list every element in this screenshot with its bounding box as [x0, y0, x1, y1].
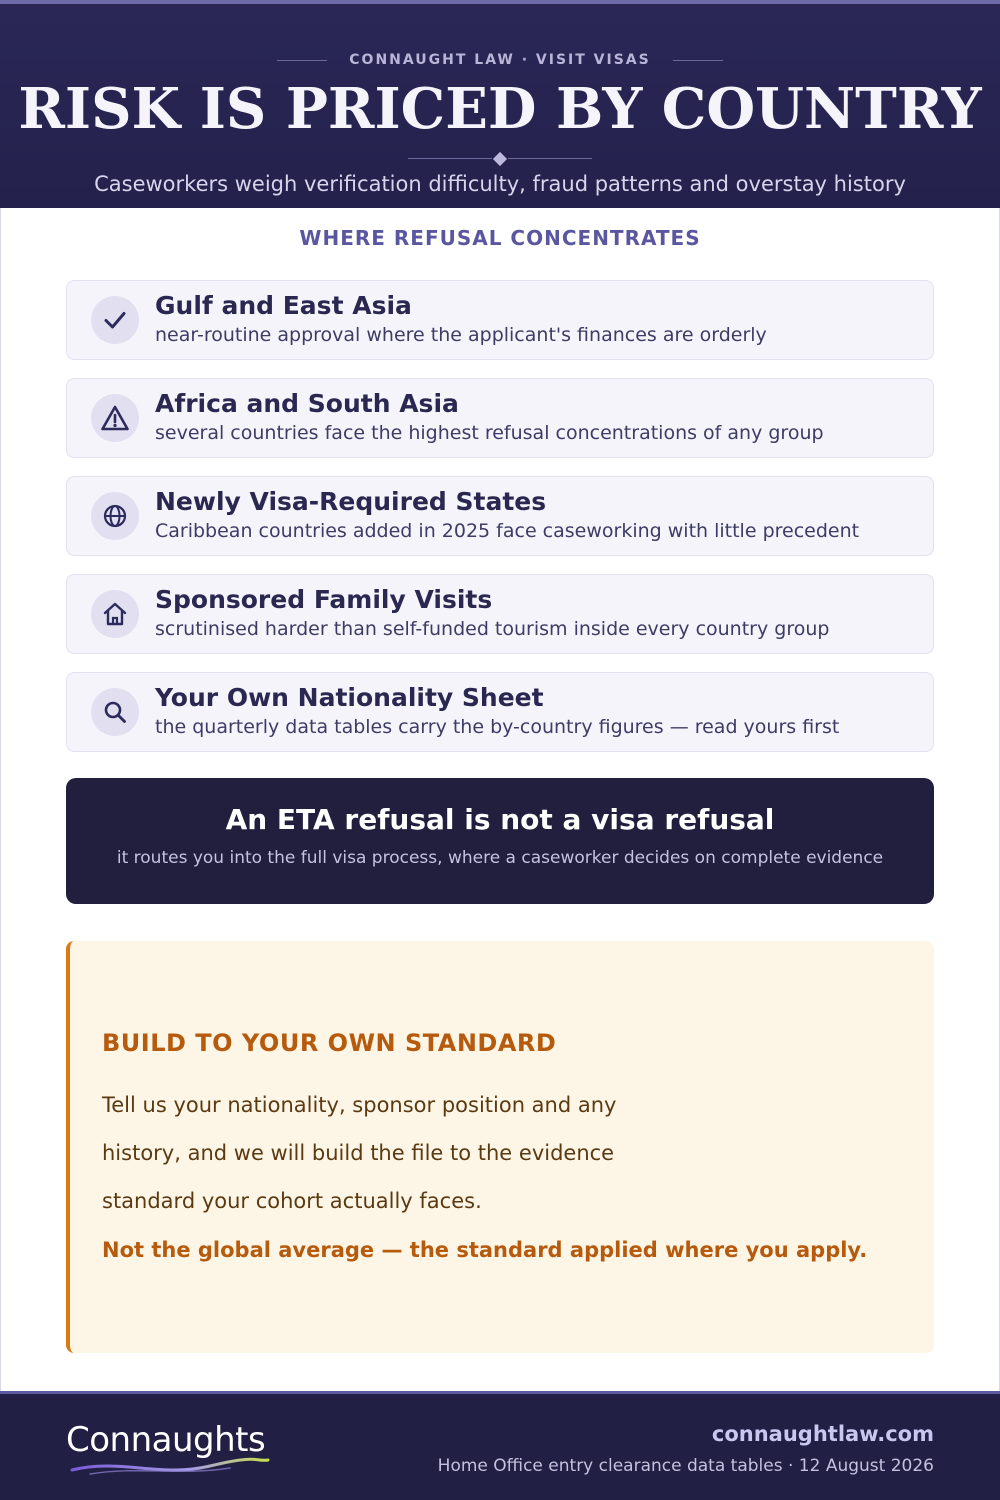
- card-africa-south-asia: [66, 378, 934, 458]
- eta-title: An ETA refusal is not a visa refusal: [225, 803, 775, 836]
- check-icon: [91, 296, 139, 344]
- source-note: Home Office entry clearance data tables · 12 August 2026: [437, 1456, 934, 1476]
- page-subtitle: Caseworkers weigh verification difficulty, fraud patterns and overstay history: [94, 172, 906, 196]
- card-description: the quarterly data tables carry the by-country figures — read yours first: [155, 716, 840, 738]
- header-banner: [0, 0, 1000, 208]
- card-title: Sponsored Family Visits: [155, 585, 493, 614]
- cta-title: BUILD TO YOUR OWN STANDARD: [102, 1029, 557, 1057]
- cta-body: Tell us your nationality, sponsor position and any history, and we will build the file to the evidence standard your cohort actually faces.: [102, 1093, 617, 1213]
- page-title: RISK IS PRICED BY COUNTRY: [18, 76, 982, 142]
- kicker-row: [0, 50, 1000, 70]
- card-nationality-sheet: [66, 672, 934, 752]
- kicker: CONNAUGHT LAW · VISIT VISAS: [349, 52, 651, 68]
- card-title: Your Own Nationality Sheet: [155, 683, 544, 712]
- diamond-divider: [408, 154, 592, 164]
- diamond-icon: [493, 152, 507, 166]
- card-newly-visa-required: [66, 476, 934, 556]
- logo-swoosh-icon: [70, 1456, 270, 1478]
- logo-wordmark: Connaughts: [66, 1420, 266, 1460]
- cta-emphasis: Not the global average — the standard applied where you apply.: [102, 1238, 868, 1262]
- website-link[interactable]: connaughtlaw.com: [711, 1422, 934, 1446]
- eta-callout: [66, 778, 934, 904]
- card-title: Africa and South Asia: [155, 389, 459, 418]
- card-description: several countries face the highest refusal concentrations of any group: [155, 422, 824, 444]
- card-description: near-routine approval where the applicant's finances are orderly: [155, 324, 767, 346]
- globe-icon: [91, 492, 139, 540]
- card-description: Caribbean countries added in 2025 face caseworking with little precedent: [155, 520, 860, 542]
- search-icon: [91, 688, 139, 736]
- home-icon: [91, 590, 139, 638]
- warning-icon: [91, 394, 139, 442]
- kicker-rule-right: [673, 60, 723, 61]
- card-sponsored-family: [66, 574, 934, 654]
- footer: [0, 1391, 1000, 1500]
- cta-panel: [66, 941, 934, 1353]
- kicker-rule-left: [277, 60, 327, 61]
- eta-subtitle: it routes you into the full visa process, where a caseworker decides on complete evidence: [116, 848, 884, 868]
- card-title: Gulf and East Asia: [155, 291, 412, 320]
- card-gulf-east-asia: [66, 280, 934, 360]
- card-description: scrutinised harder than self-funded tourism inside every country group: [155, 618, 830, 640]
- section-label: WHERE REFUSAL CONCENTRATES: [299, 226, 701, 250]
- connaughts-logo[interactable]: [66, 1420, 296, 1480]
- card-title: Newly Visa-Required States: [155, 487, 547, 516]
